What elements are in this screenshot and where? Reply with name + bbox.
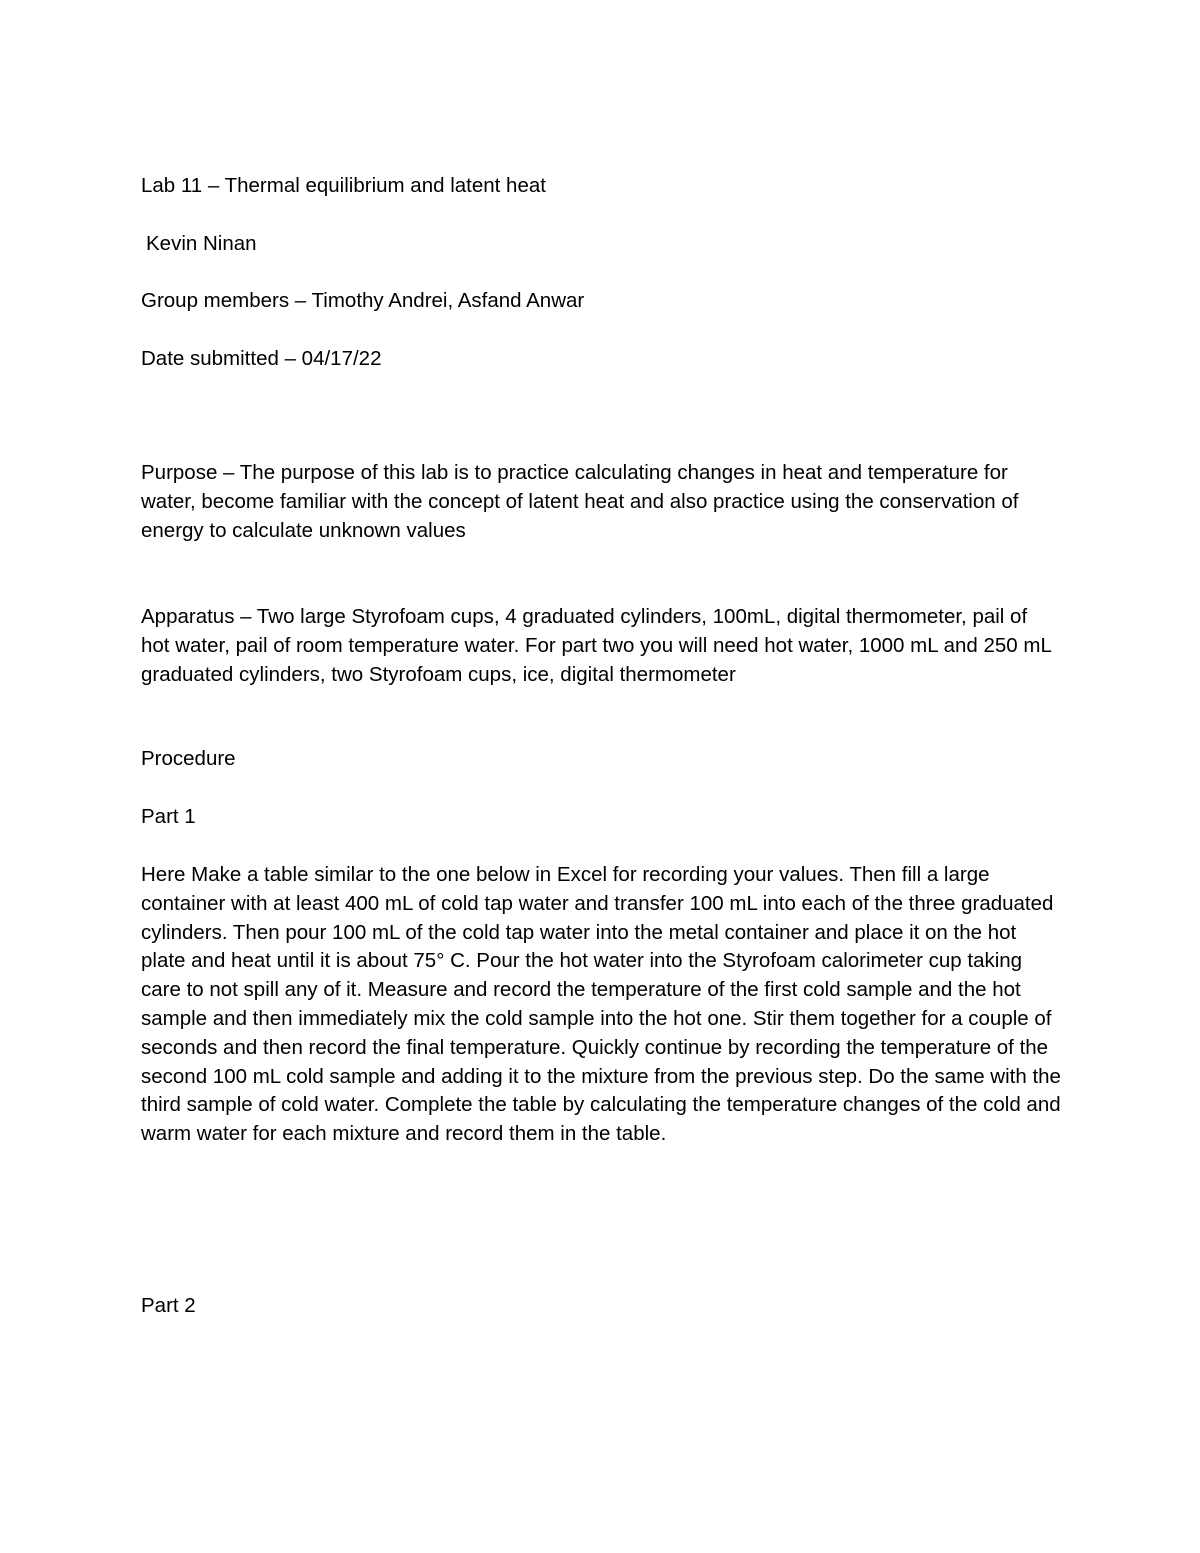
part2-heading: Part 2 [141,1294,196,1317]
purpose-paragraph: Purpose – The purpose of this lab is to practice calculating changes in heat and temperature for water, become familiar with the concept of latent heat and also practice using the conservation of energy to calculate unknown values [141,461,1019,542]
part1-instructions: Here Make a table similar to the one below in Excel for recording your values. Then fill a large container with at least 400 mL of cold tap water and transfer 100 mL into each of the three graduated cylinders. Then pour 100 mL of the cold tap water into the metal container and place it on the hot plate and heat until it is about 75° C. Pour the hot water into the Styrofoam calorimeter cup taking care to not spill any of it. Measure and record the temperature of the first cold sample and the hot sample and then immediately mix the cold sample into the hot one. Stir them together for a couple of seconds and then record the final temperature. Quickly continue by recording the temperature of the second 100 mL cold sample and adding it to the mixture from the previous step. Do the same with the third sample of cold water. Complete the table by calculating the temperature changes of the cold and warm water for each mixture and record them in the table. [141,863,1061,1146]
procedure-heading: Procedure [141,747,236,770]
author-name: Kevin Ninan [146,232,257,255]
apparatus-paragraph: Apparatus – Two large Styrofoam cups, 4 graduated cylinders, 100mL, digital thermometer, pail of hot water, pail of room temperature water. For part two you will need hot water, 1000 mL and 250 mL graduated cylinders, two Styrofoam cups, ice, digital thermometer [141,605,1052,686]
document-title: Lab 11 – Thermal equilibrium and latent heat [141,174,546,197]
part1-heading: Part 1 [141,805,196,828]
date-submitted: Date submitted – 04/17/22 [141,347,382,370]
group-members: Group members – Timothy Andrei, Asfand Anwar [141,289,585,312]
